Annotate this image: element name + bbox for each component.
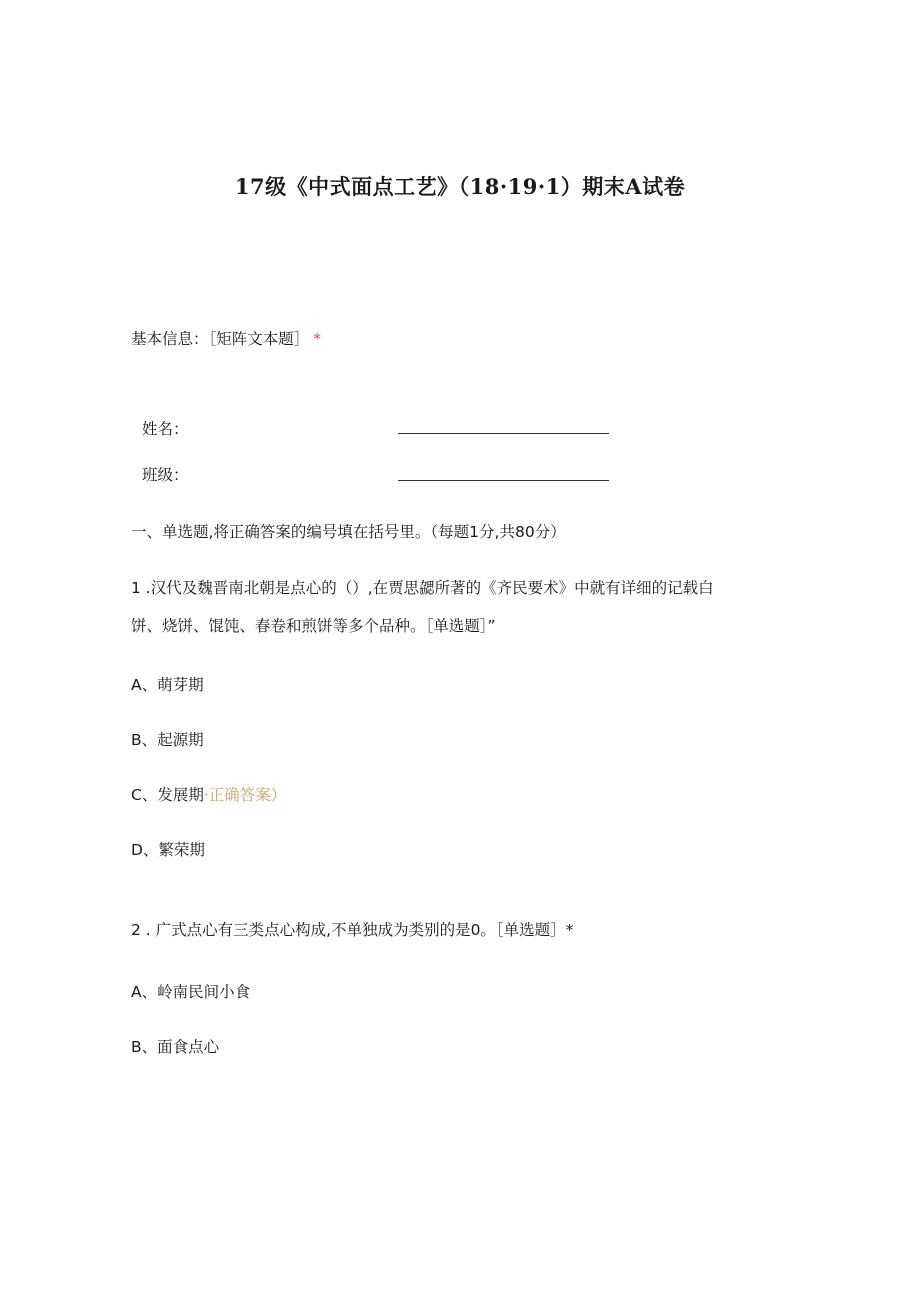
question-1-line-1: 1 .汉代及魏晋南北朝是点心的（）,在贾思勰所著的《齐民要术》中就有详细的记载白: [131, 579, 714, 597]
name-input-line[interactable]: [398, 433, 609, 434]
basic-info-label: 基本信息：［矩阵文本题］: [131, 330, 310, 348]
page-title: 17级《中式面点工艺》（18·19·1）期末A试卷: [234, 174, 686, 199]
basic-info-heading: [131, 329, 321, 349]
q1-option-b[interactable]: B、起源期: [131, 731, 204, 749]
section-heading: 一、单选题,将正确答案的编号填在括号里。（每题1分,共80分）: [131, 523, 566, 541]
name-label: 姓名：: [142, 420, 189, 438]
question-1-line-2: 饼、烧饼、馄饨、春卷和煎饼等多个品种。［单选题］”: [131, 617, 496, 635]
q1-option-c[interactable]: [131, 785, 286, 805]
class-input-line[interactable]: [398, 480, 609, 481]
q1-option-a[interactable]: A、萌芽期: [131, 676, 204, 694]
required-mark: *: [313, 330, 322, 348]
q1-option-d[interactable]: D、繁荣期: [131, 841, 205, 859]
class-label: 班级：: [142, 466, 189, 484]
q2-option-b[interactable]: B、面食点心: [131, 1038, 220, 1056]
q1-option-c-text: C、发展期: [131, 786, 204, 804]
q2-option-a[interactable]: A、岭南民间小食: [131, 983, 251, 1001]
correct-answer-note: ·正确答案）: [203, 786, 287, 804]
question-2-line-1: 2 . 广式点心有三类点心构成,不单独成为类别的是0。［单选题］*: [131, 921, 574, 939]
